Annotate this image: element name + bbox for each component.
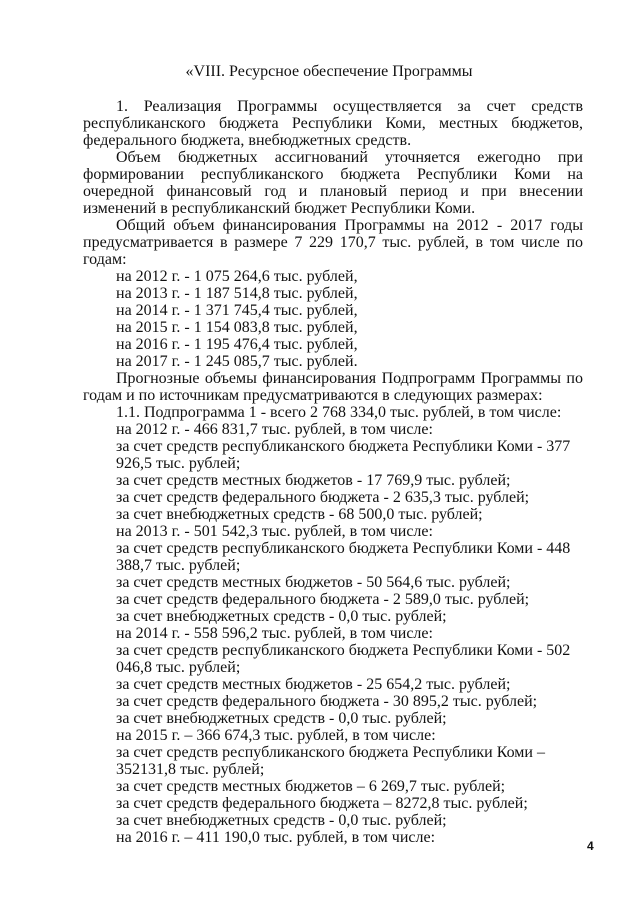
year-2013-head: на 2013 г. - 501 542,3 тыс. рублей, в том числе: <box>116 523 433 540</box>
year-2015-head: на 2015 г. – 366 674,3 тыс. рублей, в том числе: <box>116 727 436 744</box>
year-2012-local: за счет средств местных бюджетов - 17 769,9 тыс. рублей; <box>116 472 511 489</box>
year-2013-local: за счет средств местных бюджетов - 50 564,6 тыс. рублей; <box>116 574 511 591</box>
year-2012-federal: за счет средств федерального бюджета - 2 635,3 тыс. рублей; <box>116 489 530 506</box>
page-number: 4 <box>587 839 594 853</box>
year-total-2015: на 2015 г. - 1 154 083,8 тыс. рублей, <box>116 319 358 336</box>
year-total-2014: на 2014 г. - 1 371 745,4 тыс. рублей, <box>116 302 358 319</box>
section-title: «VIII. Ресурсное обеспечение Программы <box>185 63 473 80</box>
year-2014-local: за счет средств местных бюджетов - 25 654,2 тыс. рублей; <box>116 676 511 693</box>
year-total-2017: на 2017 г. - 1 245 085,7 тыс. рублей. <box>116 353 358 370</box>
paragraph-funding-sources: 1. Реализация Программы осуществляется за счет средств республиканского бюджета Республики Коми, местных бюджетов, федерального бюджета, внебюджетных средств. <box>83 98 583 149</box>
paragraph-budget-adjustment: Объем бюджетных ассигнований уточняется ежегодно при формировании республиканского бюджета Республики Коми на очередной финансовый год и плановый период и при внесении изменений в республиканский бюджет Республики Коми. <box>83 149 583 217</box>
year-2014-head: на 2014 г. - 558 596,2 тыс. рублей, в том числе: <box>116 625 433 642</box>
paragraph-total-funding: Общий объем финансирования Программы на 2012 - 2017 годы предусматривается в размере 7 229 170,7 тыс. рублей, в том числе по годам: <box>83 217 583 268</box>
year-2013-extra: за счет внебюджетных средств - 0,0 тыс. рублей; <box>116 608 447 625</box>
year-total-2012: на 2012 г. - 1 075 264,6 тыс. рублей, <box>116 268 358 285</box>
year-2012-republic: за счет средств республиканского бюджета Республики Коми - 377 926,5 тыс. рублей; <box>116 438 571 472</box>
year-total-2013: на 2013 г. - 1 187 514,8 тыс. рублей, <box>116 285 358 302</box>
year-2015-extra: за счет внебюджетных средств - 0,0 тыс. рублей; <box>116 812 447 829</box>
year-2014-extra: за счет внебюджетных средств - 0,0 тыс. рублей; <box>116 710 447 727</box>
subprogram-heading: 1.1. Подпрограмма 1 - всего 2 768 334,0 тыс. рублей, в том числе: <box>116 404 562 421</box>
year-2015-republic: за счет средств республиканского бюджета Республики Коми – 352131,8 тыс. рублей; <box>116 744 545 778</box>
year-2015-federal: за счет средств федерального бюджета – 8272,8 тыс. рублей; <box>116 795 528 812</box>
year-2014-republic: за счет средств республиканского бюджета Республики Коми - 502 046,8 тыс. рублей; <box>116 642 571 676</box>
year-2013-federal: за счет средств федерального бюджета - 2 589,0 тыс. рублей; <box>116 591 530 608</box>
paragraph-forecast-volumes: Прогнозные объемы финансирования Подпрограмм Программы по годам и по источникам предусматриваются в следующих размерах: <box>83 370 583 404</box>
document-body <box>83 98 583 846</box>
year-2015-local: за счет средств местных бюджетов – 6 269,7 тыс. рублей; <box>116 778 506 795</box>
year-total-2016: на 2016 г. - 1 195 476,4 тыс. рублей, <box>116 336 358 353</box>
year-2016-head: на 2016 г. – 411 190,0 тыс. рублей, в том числе: <box>116 829 436 846</box>
year-2013-republic: за счет средств республиканского бюджета Республики Коми - 448 388,7 тыс. рублей; <box>116 540 571 574</box>
year-2014-federal: за счет средств федерального бюджета - 30 895,2 тыс. рублей; <box>116 693 538 710</box>
year-2012-extra: за счет внебюджетных средств - 68 500,0 тыс. рублей; <box>116 506 483 523</box>
year-2012-head: на 2012 г. - 466 831,7 тыс. рублей, в том числе: <box>116 421 433 438</box>
